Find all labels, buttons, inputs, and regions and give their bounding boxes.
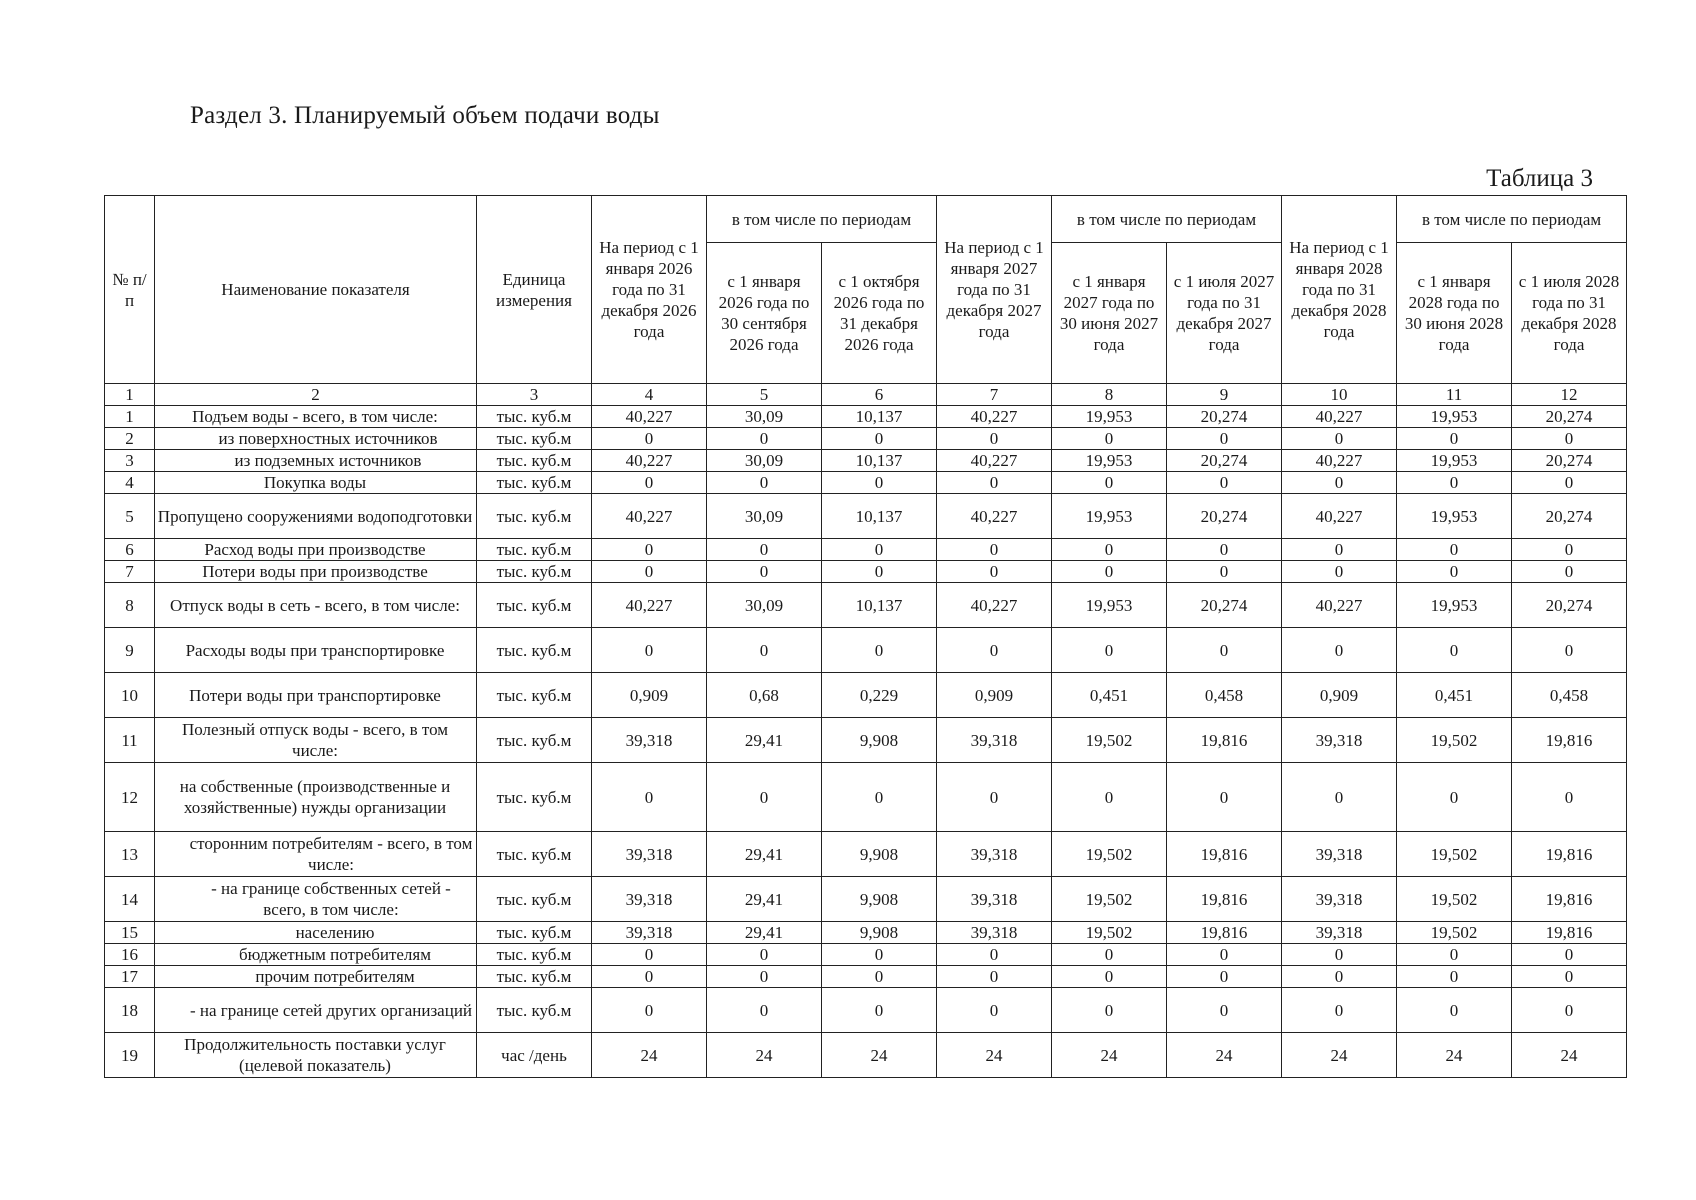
value-cell: 19,816 <box>1512 922 1627 944</box>
row-number: 8 <box>105 583 155 628</box>
value-cell: 0 <box>1052 628 1167 673</box>
value-cell: 0 <box>1052 539 1167 561</box>
value-cell: 39,318 <box>1282 922 1397 944</box>
row-number: 19 <box>105 1033 155 1078</box>
indicator-name: прочим потребителям <box>155 966 477 988</box>
value-cell: 24 <box>1282 1033 1397 1078</box>
value-cell: 0 <box>1512 472 1627 494</box>
header-p2027-1: с 1 января 2027 года по 30 июня 2027 года <box>1052 243 1167 384</box>
value-cell: 9,908 <box>822 922 937 944</box>
table-row <box>105 944 1627 966</box>
value-cell: 0 <box>1282 561 1397 583</box>
value-cell: 19,816 <box>1512 832 1627 877</box>
value-cell: 9,908 <box>822 718 937 763</box>
value-cell: 0 <box>937 628 1052 673</box>
value-cell: 0 <box>707 561 822 583</box>
unit-cell: тыс. куб.м <box>477 718 592 763</box>
table-row <box>105 922 1627 944</box>
value-cell: 10,137 <box>822 583 937 628</box>
value-cell: 40,227 <box>937 406 1052 428</box>
table-row <box>105 428 1627 450</box>
value-cell: 0 <box>1397 539 1512 561</box>
table-row <box>105 472 1627 494</box>
header-period-2027: На период с 1 января 2027 года по 31 декабря 2027 года <box>937 196 1052 384</box>
value-cell: 40,227 <box>592 406 707 428</box>
value-cell: 0 <box>1397 628 1512 673</box>
value-cell: 20,274 <box>1167 494 1282 539</box>
value-cell: 39,318 <box>1282 877 1397 922</box>
value-cell: 24 <box>1397 1033 1512 1078</box>
value-cell: 0 <box>1282 472 1397 494</box>
header-in-periods-2027: в том числе по периодам <box>1052 196 1282 243</box>
value-cell: 19,502 <box>1052 718 1167 763</box>
value-cell: 0 <box>1282 966 1397 988</box>
value-cell: 29,41 <box>707 877 822 922</box>
value-cell: 9,908 <box>822 832 937 877</box>
header-unit: Единица измерения <box>477 196 592 384</box>
column-number: 7 <box>937 384 1052 406</box>
table-row <box>105 494 1627 539</box>
value-cell: 0 <box>822 428 937 450</box>
value-cell: 0 <box>937 988 1052 1033</box>
table-row <box>105 450 1627 472</box>
value-cell: 0 <box>1512 561 1627 583</box>
value-cell: 0 <box>1282 988 1397 1033</box>
value-cell: 39,318 <box>937 877 1052 922</box>
header-p2026-1: с 1 января 2026 года по 30 сентября 2026 года <box>707 243 822 384</box>
value-cell: 0 <box>1512 539 1627 561</box>
header-in-periods-2026: в том числе по периодам <box>707 196 937 243</box>
value-cell: 19,816 <box>1167 832 1282 877</box>
header-period-2028: На период с 1 января 2028 года по 31 декабря 2028 года <box>1282 196 1397 384</box>
value-cell: 19,502 <box>1397 877 1512 922</box>
value-cell: 0 <box>707 966 822 988</box>
value-cell: 19,953 <box>1397 583 1512 628</box>
value-cell: 0 <box>937 428 1052 450</box>
value-cell: 10,137 <box>822 494 937 539</box>
row-number: 16 <box>105 944 155 966</box>
value-cell: 0,451 <box>1052 673 1167 718</box>
value-cell: 19,502 <box>1397 718 1512 763</box>
value-cell: 20,274 <box>1167 450 1282 472</box>
value-cell: 0 <box>1282 539 1397 561</box>
indicator-name: Расход воды при производстве <box>155 539 477 561</box>
table-row <box>105 718 1627 763</box>
value-cell: 0 <box>822 988 937 1033</box>
value-cell: 39,318 <box>937 922 1052 944</box>
value-cell: 40,227 <box>1282 406 1397 428</box>
value-cell: 0 <box>1282 428 1397 450</box>
value-cell: 9,908 <box>822 877 937 922</box>
value-cell: 0,229 <box>822 673 937 718</box>
value-cell: 30,09 <box>707 583 822 628</box>
value-cell: 0 <box>937 561 1052 583</box>
value-cell: 0 <box>1052 966 1167 988</box>
table-row <box>105 966 1627 988</box>
value-cell: 40,227 <box>1282 450 1397 472</box>
value-cell: 19,816 <box>1167 922 1282 944</box>
water-supply-table <box>104 195 1627 1078</box>
value-cell: 39,318 <box>937 718 1052 763</box>
value-cell: 0 <box>1282 944 1397 966</box>
row-number: 9 <box>105 628 155 673</box>
row-number: 7 <box>105 561 155 583</box>
table-row <box>105 1033 1627 1078</box>
value-cell: 20,274 <box>1512 494 1627 539</box>
indicator-name: Расходы воды при транспортировке <box>155 628 477 673</box>
value-cell: 0 <box>592 988 707 1033</box>
column-number: 3 <box>477 384 592 406</box>
value-cell: 0 <box>1167 966 1282 988</box>
value-cell: 39,318 <box>592 832 707 877</box>
unit-cell: тыс. куб.м <box>477 832 592 877</box>
indicator-name: - на границе сетей других организаций <box>155 988 477 1033</box>
column-number: 8 <box>1052 384 1167 406</box>
unit-cell: тыс. куб.м <box>477 583 592 628</box>
row-number: 2 <box>105 428 155 450</box>
value-cell: 0,68 <box>707 673 822 718</box>
row-number: 6 <box>105 539 155 561</box>
indicator-name: Подъем воды - всего, в том числе: <box>155 406 477 428</box>
value-cell: 0 <box>1397 944 1512 966</box>
value-cell: 0 <box>592 763 707 832</box>
table-row <box>105 583 1627 628</box>
column-number: 2 <box>155 384 477 406</box>
value-cell: 24 <box>1167 1033 1282 1078</box>
value-cell: 0 <box>592 472 707 494</box>
value-cell: 0 <box>822 628 937 673</box>
value-cell: 19,953 <box>1052 494 1167 539</box>
value-cell: 19,953 <box>1052 450 1167 472</box>
unit-cell: тыс. куб.м <box>477 877 592 922</box>
value-cell: 40,227 <box>592 494 707 539</box>
value-cell: 0 <box>1167 428 1282 450</box>
table-row <box>105 877 1627 922</box>
column-number: 11 <box>1397 384 1512 406</box>
value-cell: 20,274 <box>1512 406 1627 428</box>
value-cell: 24 <box>937 1033 1052 1078</box>
value-cell: 0 <box>822 472 937 494</box>
indicator-name: из поверхностных источников <box>155 428 477 450</box>
unit-cell: тыс. куб.м <box>477 561 592 583</box>
value-cell: 0,909 <box>1282 673 1397 718</box>
unit-cell: тыс. куб.м <box>477 966 592 988</box>
value-cell: 0 <box>592 539 707 561</box>
value-cell: 0 <box>1052 561 1167 583</box>
indicator-name: Потери воды при транспортировке <box>155 673 477 718</box>
indicator-name: бюджетным потребителям <box>155 944 477 966</box>
value-cell: 19,502 <box>1052 877 1167 922</box>
row-number: 1 <box>105 406 155 428</box>
value-cell: 0 <box>1397 428 1512 450</box>
value-cell: 0 <box>1167 988 1282 1033</box>
value-cell: 0 <box>937 944 1052 966</box>
value-cell: 0 <box>1512 966 1627 988</box>
table-row <box>105 539 1627 561</box>
indicator-name: из подземных источников <box>155 450 477 472</box>
value-cell: 40,227 <box>1282 583 1397 628</box>
table-label: Таблица 3 <box>1486 165 1593 192</box>
value-cell: 0 <box>1052 472 1167 494</box>
header-p2028-1: с 1 января 2028 года по 30 июня 2028 года <box>1397 243 1512 384</box>
column-number: 4 <box>592 384 707 406</box>
value-cell: 0 <box>1512 628 1627 673</box>
table-row <box>105 832 1627 877</box>
value-cell: 0 <box>937 472 1052 494</box>
value-cell: 30,09 <box>707 406 822 428</box>
value-cell: 20,274 <box>1167 406 1282 428</box>
value-cell: 40,227 <box>937 494 1052 539</box>
header-p2026-2: с 1 октября 2026 года по 31 декабря 2026 года <box>822 243 937 384</box>
value-cell: 0,451 <box>1397 673 1512 718</box>
indicator-name: населению <box>155 922 477 944</box>
value-cell: 0 <box>707 944 822 966</box>
unit-cell: тыс. куб.м <box>477 450 592 472</box>
value-cell: 0 <box>592 944 707 966</box>
value-cell: 19,502 <box>1052 832 1167 877</box>
value-cell: 0 <box>1052 944 1167 966</box>
value-cell: 39,318 <box>592 718 707 763</box>
value-cell: 10,137 <box>822 450 937 472</box>
unit-cell: тыс. куб.м <box>477 922 592 944</box>
table-row <box>105 628 1627 673</box>
value-cell: 0 <box>822 763 937 832</box>
value-cell: 24 <box>592 1033 707 1078</box>
indicator-name: Отпуск воды в сеть - всего, в том числе: <box>155 583 477 628</box>
unit-cell: тыс. куб.м <box>477 988 592 1033</box>
unit-cell: тыс. куб.м <box>477 673 592 718</box>
value-cell: 19,502 <box>1052 922 1167 944</box>
header-name: Наименование показателя <box>155 196 477 384</box>
value-cell: 39,318 <box>1282 832 1397 877</box>
value-cell: 29,41 <box>707 832 822 877</box>
value-cell: 0 <box>937 763 1052 832</box>
value-cell: 39,318 <box>937 832 1052 877</box>
value-cell: 19,816 <box>1167 718 1282 763</box>
unit-cell: тыс. куб.м <box>477 763 592 832</box>
value-cell: 19,953 <box>1397 450 1512 472</box>
value-cell: 0 <box>1052 428 1167 450</box>
value-cell: 24 <box>822 1033 937 1078</box>
row-number: 17 <box>105 966 155 988</box>
value-cell: 19,816 <box>1167 877 1282 922</box>
value-cell: 0 <box>592 561 707 583</box>
value-cell: 19,502 <box>1397 832 1512 877</box>
value-cell: 0 <box>1167 763 1282 832</box>
value-cell: 0,458 <box>1167 673 1282 718</box>
indicator-name: сторонним потребителям - всего, в том числе: <box>155 832 477 877</box>
value-cell: 19,502 <box>1397 922 1512 944</box>
header-p2027-2: с 1 июля 2027 года по 31 декабря 2027 года <box>1167 243 1282 384</box>
value-cell: 0 <box>1167 628 1282 673</box>
unit-cell: тыс. куб.м <box>477 539 592 561</box>
value-cell: 0 <box>937 966 1052 988</box>
unit-cell: час /день <box>477 1033 592 1078</box>
value-cell: 0 <box>707 988 822 1033</box>
value-cell: 39,318 <box>592 877 707 922</box>
value-cell: 29,41 <box>707 718 822 763</box>
value-cell: 39,318 <box>592 922 707 944</box>
value-cell: 0 <box>1052 763 1167 832</box>
value-cell: 39,318 <box>1282 718 1397 763</box>
header-p2028-2: с 1 июля 2028 года по 31 декабря 2028 года <box>1512 243 1627 384</box>
value-cell: 0 <box>1397 472 1512 494</box>
unit-cell: тыс. куб.м <box>477 944 592 966</box>
unit-cell: тыс. куб.м <box>477 494 592 539</box>
value-cell: 40,227 <box>592 583 707 628</box>
value-cell: 0 <box>822 539 937 561</box>
value-cell: 0,909 <box>592 673 707 718</box>
indicator-name: Полезный отпуск воды - всего, в том числе: <box>155 718 477 763</box>
value-cell: 19,953 <box>1397 494 1512 539</box>
table-body <box>105 406 1627 1078</box>
value-cell: 0 <box>822 966 937 988</box>
value-cell: 19,816 <box>1512 718 1627 763</box>
indicator-name: Потери воды при производстве <box>155 561 477 583</box>
table-row <box>105 673 1627 718</box>
unit-cell: тыс. куб.м <box>477 628 592 673</box>
header-period-2026: На период с 1 января 2026 года по 31 декабря 2026 года <box>592 196 707 384</box>
indicator-name: Пропущено сооружениями водоподготовки <box>155 494 477 539</box>
value-cell: 40,227 <box>937 450 1052 472</box>
value-cell: 0 <box>592 628 707 673</box>
table-row <box>105 561 1627 583</box>
row-number: 5 <box>105 494 155 539</box>
indicator-name: - на границе собственных сетей - всего, в том числе: <box>155 877 477 922</box>
value-cell: 0 <box>1397 561 1512 583</box>
indicator-name: на собственные (производственные и хозяйственные) нужды организации <box>155 763 477 832</box>
value-cell: 19,953 <box>1052 406 1167 428</box>
column-number: 9 <box>1167 384 1282 406</box>
value-cell: 19,816 <box>1512 877 1627 922</box>
row-number: 12 <box>105 763 155 832</box>
unit-cell: тыс. куб.м <box>477 472 592 494</box>
table-row <box>105 406 1627 428</box>
value-cell: 0 <box>1167 944 1282 966</box>
unit-cell: тыс. куб.м <box>477 406 592 428</box>
value-cell: 0 <box>1167 539 1282 561</box>
value-cell: 0 <box>592 966 707 988</box>
value-cell: 0 <box>937 539 1052 561</box>
row-number: 10 <box>105 673 155 718</box>
value-cell: 0 <box>1167 561 1282 583</box>
value-cell: 20,274 <box>1167 583 1282 628</box>
value-cell: 0 <box>1397 966 1512 988</box>
indicator-name: Продолжительность поставки услуг (целевой показатель) <box>155 1033 477 1078</box>
value-cell: 40,227 <box>592 450 707 472</box>
header-num: № п/п <box>105 196 155 384</box>
row-number: 14 <box>105 877 155 922</box>
row-number: 4 <box>105 472 155 494</box>
value-cell: 0 <box>1512 428 1627 450</box>
value-cell: 0 <box>1167 472 1282 494</box>
row-number: 3 <box>105 450 155 472</box>
value-cell: 40,227 <box>937 583 1052 628</box>
value-cell: 24 <box>1052 1033 1167 1078</box>
column-number: 6 <box>822 384 937 406</box>
column-number: 5 <box>707 384 822 406</box>
header-row-top <box>105 196 1627 243</box>
value-cell: 0 <box>822 561 937 583</box>
value-cell: 30,09 <box>707 450 822 472</box>
column-number: 12 <box>1512 384 1627 406</box>
header-in-periods-2028: в том числе по периодам <box>1397 196 1627 243</box>
value-cell: 0 <box>1397 988 1512 1033</box>
value-cell: 0 <box>707 763 822 832</box>
value-cell: 29,41 <box>707 922 822 944</box>
value-cell: 0,909 <box>937 673 1052 718</box>
value-cell: 0 <box>1052 988 1167 1033</box>
value-cell: 20,274 <box>1512 450 1627 472</box>
value-cell: 0 <box>1282 763 1397 832</box>
value-cell: 0 <box>707 472 822 494</box>
value-cell: 10,137 <box>822 406 937 428</box>
value-cell: 0 <box>822 944 937 966</box>
column-number: 1 <box>105 384 155 406</box>
value-cell: 0 <box>707 628 822 673</box>
value-cell: 0 <box>707 428 822 450</box>
row-number: 18 <box>105 988 155 1033</box>
value-cell: 0 <box>1512 944 1627 966</box>
value-cell: 0 <box>1512 763 1627 832</box>
row-number: 13 <box>105 832 155 877</box>
row-number: 15 <box>105 922 155 944</box>
value-cell: 0 <box>1512 988 1627 1033</box>
row-number: 11 <box>105 718 155 763</box>
value-cell: 40,227 <box>1282 494 1397 539</box>
value-cell: 19,953 <box>1052 583 1167 628</box>
column-number: 10 <box>1282 384 1397 406</box>
indicator-name: Покупка воды <box>155 472 477 494</box>
table-row <box>105 763 1627 832</box>
section-title: Раздел 3. Планируемый объем подачи воды <box>190 102 660 129</box>
value-cell: 0 <box>592 428 707 450</box>
value-cell: 24 <box>1512 1033 1627 1078</box>
value-cell: 0 <box>1282 628 1397 673</box>
value-cell: 0,458 <box>1512 673 1627 718</box>
value-cell: 19,953 <box>1397 406 1512 428</box>
value-cell: 20,274 <box>1512 583 1627 628</box>
value-cell: 0 <box>707 539 822 561</box>
unit-cell: тыс. куб.м <box>477 428 592 450</box>
value-cell: 24 <box>707 1033 822 1078</box>
value-cell: 30,09 <box>707 494 822 539</box>
column-numbers-row <box>105 384 1627 406</box>
table-row <box>105 988 1627 1033</box>
value-cell: 0 <box>1397 763 1512 832</box>
